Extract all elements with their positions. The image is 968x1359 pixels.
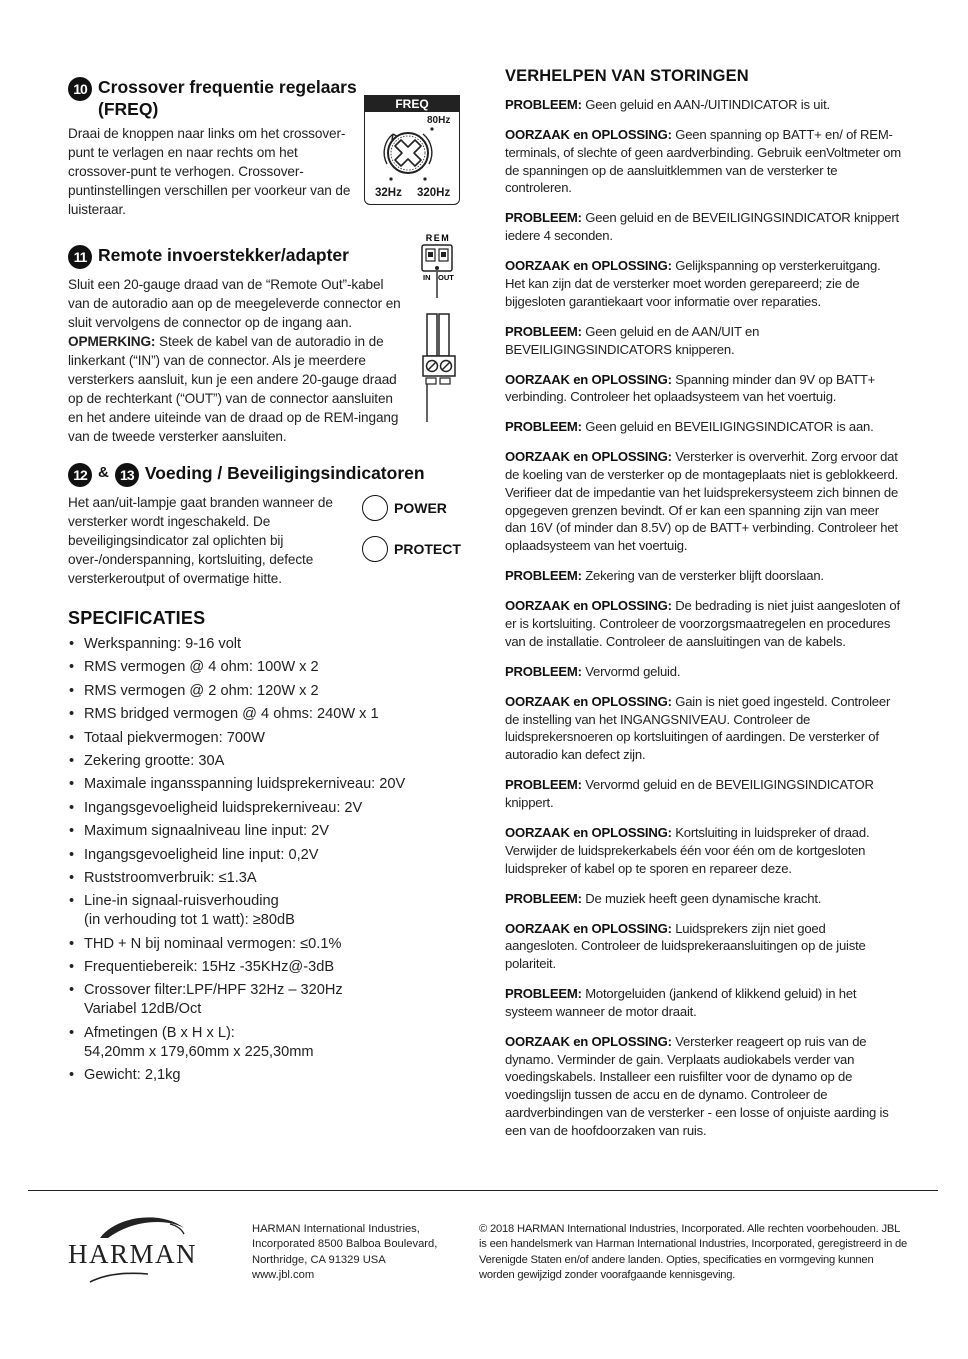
spec-item: • RMS bridged vermogen @ 4 ohms: 240W x 1	[68, 705, 468, 724]
section-number-badge: 12	[68, 463, 92, 487]
spec-item: • Maximum signaalniveau line input: 2V	[68, 822, 468, 841]
harman-logo	[66, 1212, 214, 1288]
section-title: Remote invoerstekker/adapter	[98, 245, 349, 265]
rem-connector-figure	[414, 232, 462, 432]
problem-paragraph: PROBLEEM: Vervormd geluid.	[505, 663, 681, 679]
protect-indicator	[362, 536, 461, 562]
section-body: Het aan/uit-lampje gaat branden wanneer de versterker wordt ingeschakeld. De beveiligingsindicator zal oplichten bij over-/onderspanning, kortsluiting, defecte versterkeroutput of overmatige hitte.	[68, 495, 333, 586]
cause-solution-paragraph: OORZAAK en OPLOSSING: Gain is niet goed ingesteld. Controleer de instelling van het INGANGSNIVEAU. Controleer de luidsprekersnoeren op kortsluitingen of aardingen. De versterker of autoradio kan defect zijn.	[505, 693, 891, 763]
problem-paragraph: PROBLEEM: Geen geluid en de AAN/UIT en BEVEILIGINGSINDICATORS knipperen.	[505, 323, 760, 357]
spec-item: • Ruststroomverbruik: ≤1.3A	[68, 869, 468, 888]
specs-title: SPECIFICATIES	[68, 608, 206, 628]
spec-item: • Ingangsgevoeligheid line input: 0,2V	[68, 846, 468, 865]
out-label: OUT	[438, 273, 454, 282]
note-label: OPMERKING:	[68, 334, 156, 349]
section-specs	[68, 608, 468, 1085]
section-body: Sluit een 20-gauge draad van de “Remote Out”-kabel van de autoradio aan op de meegeleverde connector en sluit vervolgens de connector op de ingang aan. OPMERKING: Steek de kabel van de autoradio in de linkerkant (“IN”) van de connector. Als je meerdere versterkers aansluit, kun je een andere 20-gauge draad op de rechterkant (“OUT”) van de connector aansluiten en het andere uiteinde van de draad op de REM-ingang van de tweede versterker aansluiten.	[68, 277, 401, 444]
problem-paragraph: PROBLEEM: Motorgeluiden (jankend of klikkend geluid) in het systeem wanneer de motor draait.	[505, 986, 857, 1019]
spec-item: • Frequentiebereik: 15Hz -35KHz@-3dB	[68, 958, 468, 977]
spec-item: • Totaal piekvermogen: 700W	[68, 729, 468, 748]
spec-item: • THD + N bij nominaal vermogen: ≤0.1%	[68, 935, 468, 954]
knob-icon	[379, 124, 437, 182]
right-column	[505, 67, 901, 1152]
footer-divider	[28, 1190, 938, 1191]
spec-item: • Crossover filter:LPF/HPF 32Hz – 320Hz Variabel 12dB/Oct	[68, 981, 468, 1019]
section-number-badge: 11	[68, 245, 92, 269]
freq-mid-label: 80Hz	[427, 115, 451, 126]
problem-paragraph: PROBLEEM: De muziek heeft geen dynamische kracht.	[505, 890, 822, 906]
footer-copyright: © 2018 HARMAN International Industries, Incorporated. Alle rechten voorbehouden. JBL is een handelsmerk van Harman International Industries, Incorporated, geregistreerd in de Verenigde Staten en/of andere landen. Opties, specificaties en vormgeving kunnen worden gewijzigd zonder voorafgaande kennisgeving.	[479, 1223, 908, 1282]
section-indicators	[68, 462, 468, 588]
website-link[interactable]: www.jbl.com	[252, 1269, 315, 1282]
section-heading	[68, 244, 468, 269]
cause-solution-paragraph: OORZAAK en OPLOSSING: Luidsprekers zijn niet goed aangesloten. Controleer de luidsprekeraansluitingen op de juiste polariteit.	[505, 920, 866, 972]
problem-paragraph: PROBLEEM: Zekering van de versterker blijft doorslaan.	[505, 568, 824, 584]
problem-paragraph: PROBLEEM: Geen geluid en AAN-/UITINDICATOR is uit.	[505, 97, 830, 112]
spec-item: • Ingangsgevoeligheid luidsprekerniveau: 2V	[68, 799, 468, 818]
section-crossover	[68, 76, 468, 219]
specs-list	[68, 635, 468, 1085]
rem-label: REM	[425, 233, 451, 243]
problem-paragraph: PROBLEEM: Vervormd geluid en de BEVEILIGINGSINDICATOR knippert.	[505, 777, 874, 810]
power-label: POWER	[394, 500, 447, 516]
troubleshooting-list	[505, 96, 901, 1140]
section-title: Voeding / Beveiligingsindicatoren	[144, 463, 425, 483]
cause-solution-paragraph: OORZAAK en OPLOSSING: Versterker is oververhit. Zorg ervoor dat de koeling van de versterker op de montageplaats niet is geblokkeerd. Verifieer dat de impedantie van het luidsprekersysteem zich binnen de opgegeven grenzen bevindt. Of er kan een spanning zijn van meer dan 16V (of minder dan 8.5V) op de BATT+ verbinding. Controleer het oplaadsysteem van het voertuig.	[505, 449, 899, 554]
spec-item: • RMS vermogen @ 2 ohm: 120W x 2	[68, 682, 468, 701]
spec-item: • Gewicht: 2,1kg	[68, 1066, 468, 1085]
section-title: Crossover frequentie regelaars (FREQ)	[98, 77, 357, 119]
spec-item: • Zekering grootte: 30A	[68, 752, 468, 771]
ampersand: &	[98, 464, 109, 481]
cause-solution-paragraph: OORZAAK en OPLOSSING: Spanning minder dan 9V op BATT+ verbinding. Controleer het oplaadsysteem van het voertuig.	[505, 371, 876, 405]
left-column	[68, 76, 468, 1090]
cause-solution-paragraph: OORZAAK en OPLOSSING: Versterker reageert op ruis van de dynamo. Verminder de gain. Verplaats audiokabels verder van voedingskabels. Installeer een ruisfilter voor de dynamo op de voedingslijn tussen de accu en de dynamo. Controleer de aardverbindingen van de versterker - een losse of onjuiste aarding is een van de hoofdoorzaken van ruis.	[505, 1033, 889, 1138]
section-heading	[68, 462, 468, 487]
section-body: Draai de knoppen naar links om het crossover-punt te verlagen en naar rechts om het crossover-punt te verhogen. Crossover-puntinstellingen verschillen per voorkeur van de luisteraar.	[68, 126, 351, 217]
section-number-badge: 10	[68, 77, 92, 101]
freq-low-label: 32Hz	[375, 187, 402, 199]
section-number-badge: 13	[115, 463, 139, 487]
in-label: IN	[423, 273, 431, 282]
logo-wordmark: HARMAN	[68, 1239, 198, 1269]
spec-item: • Maximale ingansspanning luidsprekerniveau: 20V	[68, 775, 468, 794]
power-led-icon	[362, 495, 388, 521]
spec-item: • Werkspanning: 9-16 volt	[68, 635, 468, 654]
cause-solution-paragraph: OORZAAK en OPLOSSING: De bedrading is niet juist aangesloten of er is kortsluiting. Controleer de voorzorgsmaatregelen en procedures van de installatie. Controleer de aansluitingen van de kabels.	[505, 598, 900, 649]
protect-led-icon	[362, 536, 388, 562]
cause-solution-paragraph: OORZAAK en OPLOSSING: Kortsluiting in luidspreker of draad. Verwijder de luidsprekerkabels één voor één om de kortgesloten luidspreker of kabel op te sporen en repareer deze.	[505, 824, 870, 876]
spec-item: • Line-in signaal-ruisverhouding (in verhouding tot 1 watt): ≥80dB	[68, 892, 468, 930]
spec-item: • RMS vermogen @ 4 ohm: 100W x 2	[68, 658, 468, 677]
problem-paragraph: PROBLEEM: Geen geluid en de BEVEILIGINGSINDICATOR knippert iedere 4 seconden.	[505, 210, 899, 244]
protect-label: PROTECT	[394, 541, 461, 557]
troubleshooting-title: VERHELPEN VAN STORINGEN	[505, 67, 749, 85]
freq-label: FREQ	[365, 96, 459, 112]
spec-item: • Afmetingen (B x H x L): 54,20mm x 179,60mm x 225,30mm	[68, 1024, 468, 1062]
cause-solution-paragraph: OORZAAK en OPLOSSING: Geen spanning op BATT+ en/ of REM-terminals, of slechte of geen aardverbinding. Gebruik eenVoltmeter om de spanningen op de aansluitklemmen van de versterker te controleren.	[505, 126, 901, 196]
power-indicator	[362, 495, 447, 521]
problem-paragraph: PROBLEEM: Geen geluid en BEVEILIGINGSINDICATOR is aan.	[505, 419, 874, 435]
section-remote	[68, 233, 468, 446]
cause-solution-paragraph: OORZAAK en OPLOSSING: Gelijkspanning op versterkeruitgang. Het kan zijn dat de versterker moet worden gerepareerd; zie de bijgesloten garantiekaart voor informatie over reparaties.	[505, 258, 881, 309]
footer-address: HARMAN International Industries, Incorporated 8500 Balboa Boulevard, Northridge, CA 91329 USA www.jbl.com	[252, 1222, 467, 1284]
freq-knob-figure	[364, 95, 460, 205]
freq-high-label: 320Hz	[417, 187, 451, 199]
